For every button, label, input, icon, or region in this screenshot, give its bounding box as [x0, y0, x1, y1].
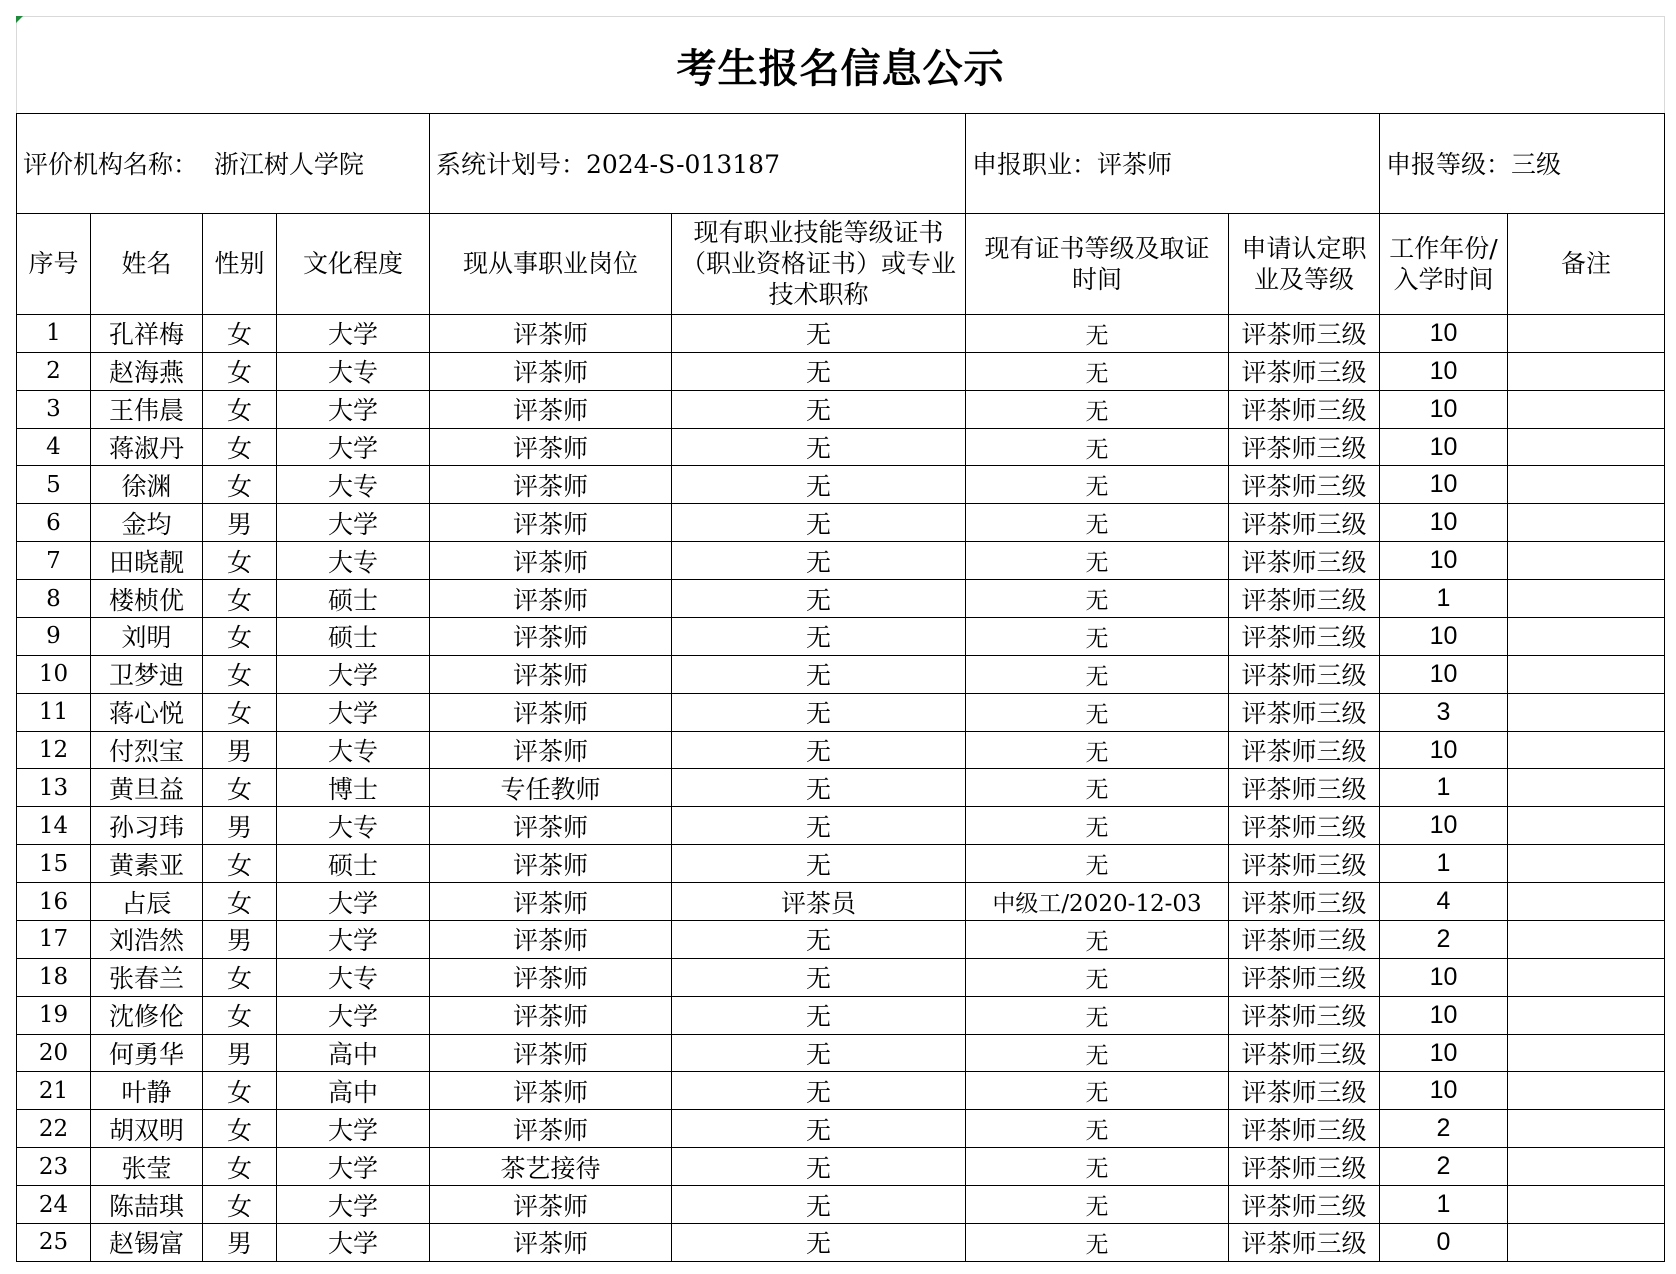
cell-note[interactable] — [1508, 352, 1665, 390]
table-row — [17, 845, 1665, 883]
cell-seq[interactable]: 9 — [17, 617, 91, 655]
cell-cert[interactable]: 无 — [672, 1034, 966, 1072]
table-row — [17, 466, 1665, 504]
cell-education[interactable]: 大学 — [277, 693, 430, 731]
cell-gender[interactable]: 女 — [203, 1186, 277, 1224]
table-row — [17, 1223, 1665, 1261]
cell-years[interactable]: 10 — [1380, 314, 1508, 352]
registration-sheet — [16, 16, 1665, 1262]
cell-note[interactable] — [1508, 580, 1665, 618]
cell-note[interactable] — [1508, 1110, 1665, 1148]
cell-gender[interactable]: 女 — [203, 996, 277, 1034]
cell-years[interactable]: 10 — [1380, 1072, 1508, 1110]
table-row — [17, 769, 1665, 807]
cell-cert-level[interactable]: 无 — [966, 845, 1229, 883]
org-value: 浙江树人学院 — [213, 150, 364, 180]
cell-name[interactable]: 卫梦迪 — [91, 655, 203, 693]
cell-cert[interactable]: 无 — [672, 845, 966, 883]
cell-note[interactable] — [1508, 807, 1665, 845]
cell-apply[interactable]: 评茶师三级 — [1229, 731, 1380, 769]
cell-education[interactable]: 高中 — [277, 1034, 430, 1072]
cell-name[interactable]: 陈喆琪 — [91, 1186, 203, 1224]
cell-cert[interactable]: 无 — [672, 996, 966, 1034]
level-cell[interactable]: 申报等级：三级 — [1380, 114, 1665, 213]
cell-post[interactable]: 评茶师 — [430, 1186, 672, 1224]
cell-cert-level[interactable]: 无 — [966, 466, 1229, 504]
cell-apply[interactable]: 评茶师三级 — [1229, 958, 1380, 996]
cell-education[interactable]: 大专 — [277, 731, 430, 769]
cell-gender[interactable]: 男 — [203, 807, 277, 845]
cell-name[interactable]: 张春兰 — [91, 958, 203, 996]
cell-post[interactable]: 评茶师 — [430, 314, 672, 352]
cell-years[interactable]: 10 — [1380, 731, 1508, 769]
table-row — [17, 352, 1665, 390]
cell-note[interactable] — [1508, 1148, 1665, 1186]
table-row — [17, 731, 1665, 769]
cell-note[interactable] — [1508, 731, 1665, 769]
cell-gender[interactable]: 女 — [203, 466, 277, 504]
cell-name[interactable]: 付烈宝 — [91, 731, 203, 769]
cell-gender[interactable]: 女 — [203, 958, 277, 996]
cell-cert[interactable]: 无 — [672, 1072, 966, 1110]
cell-seq[interactable]: 12 — [17, 731, 91, 769]
cell-education[interactable]: 大学 — [277, 1148, 430, 1186]
cell-post[interactable]: 评茶师 — [430, 1034, 672, 1072]
cell-years[interactable]: 10 — [1380, 655, 1508, 693]
cell-post[interactable]: 评茶师 — [430, 504, 672, 542]
cell-seq[interactable]: 1 — [17, 314, 91, 352]
cell-gender[interactable]: 女 — [203, 693, 277, 731]
cell-cert[interactable]: 无 — [672, 580, 966, 618]
cell-cert[interactable]: 无 — [672, 693, 966, 731]
cell-years[interactable]: 10 — [1380, 542, 1508, 580]
cell-seq[interactable]: 10 — [17, 655, 91, 693]
cell-years[interactable]: 2 — [1380, 920, 1508, 958]
cell-years[interactable]: 1 — [1380, 580, 1508, 618]
cell-cert-level[interactable]: 无 — [966, 390, 1229, 428]
cell-note[interactable] — [1508, 845, 1665, 883]
cell-cert-level[interactable]: 无 — [966, 958, 1229, 996]
cell-name[interactable]: 何勇华 — [91, 1034, 203, 1072]
cell-years[interactable]: 10 — [1380, 352, 1508, 390]
cell-cert[interactable]: 无 — [672, 1148, 966, 1186]
cell-cert[interactable]: 无 — [672, 655, 966, 693]
cell-cert-level[interactable]: 无 — [966, 655, 1229, 693]
cell-years[interactable]: 10 — [1380, 466, 1508, 504]
cell-education[interactable]: 硕士 — [277, 845, 430, 883]
cell-cert[interactable]: 无 — [672, 466, 966, 504]
cell-name[interactable]: 赵海燕 — [91, 352, 203, 390]
cell-cert[interactable]: 无 — [672, 352, 966, 390]
cell-note[interactable] — [1508, 769, 1665, 807]
cell-seq[interactable]: 25 — [17, 1223, 91, 1261]
cell-years[interactable]: 1 — [1380, 769, 1508, 807]
cell-years[interactable]: 0 — [1380, 1223, 1508, 1261]
cell-post[interactable]: 评茶师 — [430, 1110, 672, 1148]
cell-cert-level[interactable]: 无 — [966, 428, 1229, 466]
cell-name[interactable]: 叶静 — [91, 1072, 203, 1110]
cell-apply[interactable]: 评茶师三级 — [1229, 996, 1380, 1034]
cell-years[interactable]: 10 — [1380, 996, 1508, 1034]
cell-seq[interactable]: 21 — [17, 1072, 91, 1110]
cell-education[interactable]: 大学 — [277, 1186, 430, 1224]
cell-cert[interactable]: 无 — [672, 920, 966, 958]
cell-note[interactable] — [1508, 883, 1665, 921]
cell-cert-level[interactable]: 无 — [966, 1072, 1229, 1110]
cell-seq[interactable]: 20 — [17, 1034, 91, 1072]
cell-cert-level[interactable]: 无 — [966, 1148, 1229, 1186]
cell-post[interactable]: 评茶师 — [430, 958, 672, 996]
cell-years[interactable]: 4 — [1380, 883, 1508, 921]
cell-cert[interactable]: 无 — [672, 1223, 966, 1261]
cell-gender[interactable]: 女 — [203, 1148, 277, 1186]
cell-post[interactable]: 评茶师 — [430, 1072, 672, 1110]
table-row — [17, 1110, 1665, 1148]
cell-cert-level[interactable]: 无 — [966, 1223, 1229, 1261]
cell-years[interactable]: 10 — [1380, 807, 1508, 845]
cell-note[interactable] — [1508, 1186, 1665, 1224]
cell-name[interactable]: 刘浩然 — [91, 920, 203, 958]
cell-name[interactable]: 孙习玮 — [91, 807, 203, 845]
cell-cert[interactable]: 无 — [672, 542, 966, 580]
cell-post[interactable]: 评茶师 — [430, 1223, 672, 1261]
cell-seq[interactable]: 23 — [17, 1148, 91, 1186]
cell-cert-level[interactable]: 无 — [966, 580, 1229, 618]
cell-gender[interactable]: 男 — [203, 731, 277, 769]
table-row — [17, 580, 1665, 618]
cell-gender[interactable]: 女 — [203, 617, 277, 655]
cell-note[interactable] — [1508, 542, 1665, 580]
cell-post[interactable]: 评茶师 — [430, 352, 672, 390]
cell-education[interactable]: 大学 — [277, 920, 430, 958]
cell-seq[interactable]: 8 — [17, 580, 91, 618]
cell-cert-level[interactable]: 无 — [966, 504, 1229, 542]
cell-name[interactable]: 刘明 — [91, 617, 203, 655]
cell-post[interactable]: 评茶师 — [430, 655, 672, 693]
cell-cert[interactable]: 无 — [672, 504, 966, 542]
cell-seq[interactable]: 7 — [17, 542, 91, 580]
cell-seq[interactable]: 19 — [17, 996, 91, 1034]
cell-cert-level[interactable]: 无 — [966, 314, 1229, 352]
cell-name[interactable]: 徐渊 — [91, 466, 203, 504]
header-name[interactable]: 姓名 — [91, 213, 203, 314]
cell-apply[interactable]: 评茶师三级 — [1229, 693, 1380, 731]
cell-years[interactable]: 2 — [1380, 1110, 1508, 1148]
cell-name[interactable]: 王伟晨 — [91, 390, 203, 428]
cell-cert[interactable]: 无 — [672, 1110, 966, 1148]
cell-note[interactable] — [1508, 1223, 1665, 1261]
cell-years[interactable]: 10 — [1380, 504, 1508, 542]
title-row — [17, 17, 1665, 114]
cell-apply[interactable]: 评茶师三级 — [1229, 352, 1380, 390]
cell-education[interactable]: 大学 — [277, 655, 430, 693]
cell-post[interactable]: 评茶师 — [430, 390, 672, 428]
cell-note[interactable] — [1508, 655, 1665, 693]
cell-name[interactable]: 黄旦益 — [91, 769, 203, 807]
table-row — [17, 883, 1665, 921]
table-row — [17, 1072, 1665, 1110]
cell-gender[interactable]: 女 — [203, 845, 277, 883]
cell-note[interactable] — [1508, 466, 1665, 504]
cell-apply[interactable]: 评茶师三级 — [1229, 883, 1380, 921]
cell-education[interactable]: 硕士 — [277, 580, 430, 618]
cell-name[interactable]: 田晓靓 — [91, 542, 203, 580]
cell-cert[interactable]: 评茶员 — [672, 883, 966, 921]
cell-post[interactable]: 评茶师 — [430, 807, 672, 845]
cell-cert[interactable]: 无 — [672, 769, 966, 807]
cell-cert[interactable]: 无 — [672, 428, 966, 466]
cell-apply[interactable]: 评茶师三级 — [1229, 1072, 1380, 1110]
cell-cert[interactable]: 无 — [672, 731, 966, 769]
header-seq[interactable]: 序号 — [17, 213, 91, 314]
cell-cert-level[interactable]: 无 — [966, 920, 1229, 958]
cell-apply[interactable]: 评茶师三级 — [1229, 504, 1380, 542]
cell-name[interactable]: 占辰 — [91, 883, 203, 921]
org-cell[interactable] — [17, 114, 430, 213]
cell-apply[interactable]: 评茶师三级 — [1229, 807, 1380, 845]
cell-post[interactable]: 评茶师 — [430, 428, 672, 466]
cell-cert-level[interactable]: 无 — [966, 693, 1229, 731]
cell-seq[interactable]: 2 — [17, 352, 91, 390]
cell-education[interactable]: 大学 — [277, 1110, 430, 1148]
cell-name[interactable]: 张莹 — [91, 1148, 203, 1186]
cell-cert[interactable]: 无 — [672, 390, 966, 428]
cell-cert-level[interactable]: 无 — [966, 1110, 1229, 1148]
cell-years[interactable]: 1 — [1380, 1186, 1508, 1224]
cell-education[interactable]: 大专 — [277, 466, 430, 504]
cell-education[interactable]: 大专 — [277, 542, 430, 580]
table-row — [17, 920, 1665, 958]
cell-name[interactable]: 楼桢优 — [91, 580, 203, 618]
header-cert-level[interactable]: 现有证书等级及取证时间 — [966, 213, 1229, 314]
cell-gender[interactable]: 女 — [203, 1110, 277, 1148]
table-row — [17, 1148, 1665, 1186]
cell-education[interactable]: 大学 — [277, 996, 430, 1034]
cell-cert-level[interactable]: 中级工/2020-12-03 — [966, 883, 1229, 921]
cell-gender[interactable]: 女 — [203, 352, 277, 390]
cell-education[interactable]: 高中 — [277, 1072, 430, 1110]
cell-note[interactable] — [1508, 920, 1665, 958]
cell-apply[interactable]: 评茶师三级 — [1229, 655, 1380, 693]
cell-note[interactable] — [1508, 996, 1665, 1034]
cell-apply[interactable]: 评茶师三级 — [1229, 1186, 1380, 1224]
cell-apply[interactable]: 评茶师三级 — [1229, 466, 1380, 504]
cell-seq[interactable]: 18 — [17, 958, 91, 996]
cell-seq[interactable]: 5 — [17, 466, 91, 504]
cell-cert[interactable]: 无 — [672, 807, 966, 845]
cell-post[interactable]: 评茶师 — [430, 920, 672, 958]
header-gender[interactable]: 性别 — [203, 213, 277, 314]
cell-post[interactable]: 评茶师 — [430, 542, 672, 580]
cell-apply[interactable]: 评茶师三级 — [1229, 390, 1380, 428]
cell-seq[interactable]: 17 — [17, 920, 91, 958]
cell-post[interactable]: 评茶师 — [430, 845, 672, 883]
cell-gender[interactable]: 女 — [203, 883, 277, 921]
cell-apply[interactable]: 评茶师三级 — [1229, 428, 1380, 466]
cell-cert-level[interactable]: 无 — [966, 542, 1229, 580]
cell-seq[interactable]: 16 — [17, 883, 91, 921]
cell-cert-level[interactable]: 无 — [966, 617, 1229, 655]
cell-education[interactable]: 大专 — [277, 958, 430, 996]
cell-note[interactable] — [1508, 428, 1665, 466]
cell-gender[interactable]: 女 — [203, 428, 277, 466]
org-label: 评价机构名称： — [23, 150, 199, 180]
header-row — [17, 213, 1665, 314]
table-row — [17, 996, 1665, 1034]
cell-post[interactable]: 评茶师 — [430, 883, 672, 921]
cell-cert-level[interactable]: 无 — [966, 996, 1229, 1034]
cell-education[interactable]: 大学 — [277, 504, 430, 542]
cell-gender[interactable]: 女 — [203, 542, 277, 580]
cell-name[interactable]: 蒋心悦 — [91, 693, 203, 731]
page-title[interactable]: 考生报名信息公示 — [17, 17, 1665, 114]
cell-seq[interactable]: 15 — [17, 845, 91, 883]
table-row — [17, 390, 1665, 428]
table-row — [17, 693, 1665, 731]
cell-gender[interactable]: 男 — [203, 1223, 277, 1261]
table-row — [17, 655, 1665, 693]
table-row — [17, 807, 1665, 845]
cell-name[interactable]: 金均 — [91, 504, 203, 542]
cell-gender[interactable]: 女 — [203, 655, 277, 693]
cell-seq[interactable]: 6 — [17, 504, 91, 542]
cell-note[interactable] — [1508, 504, 1665, 542]
cell-gender[interactable]: 女 — [203, 1072, 277, 1110]
cell-name[interactable]: 蒋淑丹 — [91, 428, 203, 466]
cell-post[interactable]: 评茶师 — [430, 466, 672, 504]
cell-gender[interactable]: 男 — [203, 1034, 277, 1072]
cell-post[interactable]: 专任教师 — [430, 769, 672, 807]
header-cert[interactable]: 现有职业技能等级证书（职业资格证书）或专业技术职称 — [672, 213, 966, 314]
cell-post[interactable]: 评茶师 — [430, 731, 672, 769]
cell-note[interactable] — [1508, 617, 1665, 655]
table-row — [17, 1186, 1665, 1224]
cell-years[interactable]: 10 — [1380, 390, 1508, 428]
cell-name[interactable]: 赵锡富 — [91, 1223, 203, 1261]
cell-cert[interactable]: 无 — [672, 958, 966, 996]
cell-years[interactable]: 2 — [1380, 1148, 1508, 1186]
cell-post[interactable]: 评茶师 — [430, 996, 672, 1034]
cell-cert[interactable]: 无 — [672, 617, 966, 655]
selection-corner-marker — [16, 16, 23, 23]
cell-note[interactable] — [1508, 1072, 1665, 1110]
cell-education[interactable]: 博士 — [277, 769, 430, 807]
cell-apply[interactable]: 评茶师三级 — [1229, 617, 1380, 655]
cell-cert-level[interactable]: 无 — [966, 731, 1229, 769]
cell-apply[interactable]: 评茶师三级 — [1229, 314, 1380, 352]
table-row — [17, 314, 1665, 352]
occupation-cell[interactable]: 申报职业：评茶师 — [966, 114, 1380, 213]
cell-name[interactable]: 黄素亚 — [91, 845, 203, 883]
cell-note[interactable] — [1508, 314, 1665, 352]
cell-education[interactable]: 大学 — [277, 1223, 430, 1261]
cell-cert[interactable]: 无 — [672, 1186, 966, 1224]
cell-note[interactable] — [1508, 390, 1665, 428]
cell-name[interactable]: 胡双明 — [91, 1110, 203, 1148]
cell-apply[interactable]: 评茶师三级 — [1229, 542, 1380, 580]
cell-cert-level[interactable]: 无 — [966, 769, 1229, 807]
cell-post[interactable]: 评茶师 — [430, 693, 672, 731]
cell-seq[interactable]: 11 — [17, 693, 91, 731]
cell-apply[interactable]: 评茶师三级 — [1229, 769, 1380, 807]
cell-cert-level[interactable]: 无 — [966, 807, 1229, 845]
cell-apply[interactable]: 评茶师三级 — [1229, 580, 1380, 618]
table-row — [17, 504, 1665, 542]
cell-note[interactable] — [1508, 1034, 1665, 1072]
cell-years[interactable]: 1 — [1380, 845, 1508, 883]
info-row — [17, 114, 1665, 213]
cell-education[interactable]: 大专 — [277, 352, 430, 390]
cell-years[interactable]: 3 — [1380, 693, 1508, 731]
cell-apply[interactable]: 评茶师三级 — [1229, 1034, 1380, 1072]
cell-cert-level[interactable]: 无 — [966, 1186, 1229, 1224]
cell-education[interactable]: 大学 — [277, 428, 430, 466]
cell-name[interactable]: 沈修伦 — [91, 996, 203, 1034]
cell-education[interactable]: 大学 — [277, 314, 430, 352]
cell-seq[interactable]: 13 — [17, 769, 91, 807]
table-row — [17, 428, 1665, 466]
cell-gender[interactable]: 女 — [203, 580, 277, 618]
table-row — [17, 1034, 1665, 1072]
cell-cert-level[interactable]: 无 — [966, 352, 1229, 390]
cell-post[interactable]: 评茶师 — [430, 617, 672, 655]
cell-education[interactable]: 大学 — [277, 390, 430, 428]
cell-apply[interactable]: 评茶师三级 — [1229, 1110, 1380, 1148]
header-education[interactable]: 文化程度 — [277, 213, 430, 314]
cell-seq[interactable]: 3 — [17, 390, 91, 428]
plan-number-cell[interactable]: 系统计划号：2024-S-013187 — [430, 114, 966, 213]
table-row — [17, 958, 1665, 996]
cell-seq[interactable]: 4 — [17, 428, 91, 466]
cell-post[interactable]: 茶艺接待 — [430, 1148, 672, 1186]
cell-education[interactable]: 硕士 — [277, 617, 430, 655]
cell-seq[interactable]: 22 — [17, 1110, 91, 1148]
cell-years[interactable]: 10 — [1380, 958, 1508, 996]
cell-gender[interactable]: 男 — [203, 920, 277, 958]
cell-note[interactable] — [1508, 958, 1665, 996]
cell-post[interactable]: 评茶师 — [430, 580, 672, 618]
cell-gender[interactable]: 女 — [203, 390, 277, 428]
cell-years[interactable]: 10 — [1380, 1034, 1508, 1072]
cell-apply[interactable]: 评茶师三级 — [1229, 1148, 1380, 1186]
cell-seq[interactable]: 14 — [17, 807, 91, 845]
cell-gender[interactable]: 男 — [203, 504, 277, 542]
cell-seq[interactable]: 24 — [17, 1186, 91, 1224]
cell-years[interactable]: 10 — [1380, 428, 1508, 466]
header-note[interactable]: 备注 — [1508, 213, 1665, 314]
table-row — [17, 617, 1665, 655]
cell-cert[interactable]: 无 — [672, 314, 966, 352]
cell-note[interactable] — [1508, 693, 1665, 731]
cell-years[interactable]: 10 — [1380, 617, 1508, 655]
cell-gender[interactable]: 女 — [203, 769, 277, 807]
cell-apply[interactable]: 评茶师三级 — [1229, 920, 1380, 958]
cell-cert-level[interactable]: 无 — [966, 1034, 1229, 1072]
header-apply[interactable]: 申请认定职业及等级 — [1229, 213, 1380, 314]
cell-education[interactable]: 大专 — [277, 807, 430, 845]
table-row — [17, 542, 1665, 580]
header-post[interactable]: 现从事职业岗位 — [430, 213, 672, 314]
header-years[interactable]: 工作年份/入学时间 — [1380, 213, 1508, 314]
cell-apply[interactable]: 评茶师三级 — [1229, 845, 1380, 883]
cell-education[interactable]: 大学 — [277, 883, 430, 921]
cell-apply[interactable]: 评茶师三级 — [1229, 1223, 1380, 1261]
cell-name[interactable]: 孔祥梅 — [91, 314, 203, 352]
cell-gender[interactable]: 女 — [203, 314, 277, 352]
